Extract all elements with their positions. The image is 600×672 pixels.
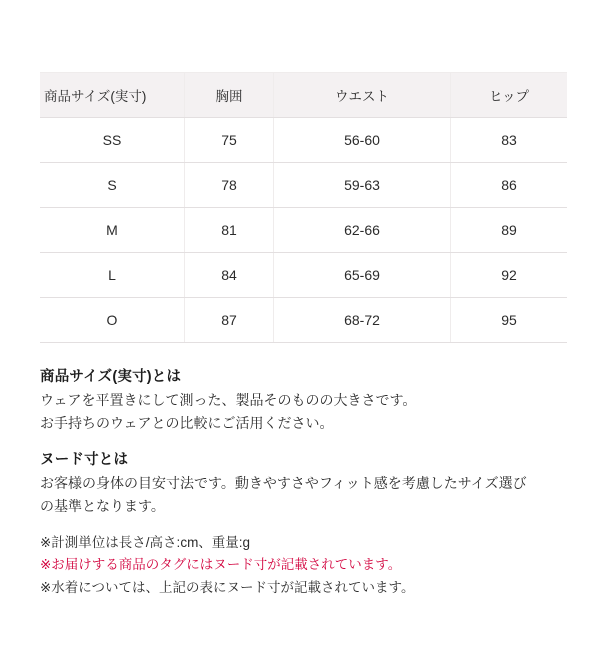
cell-waist: 62-66: [274, 208, 451, 253]
cell-bust: 78: [185, 163, 274, 208]
table-row: [40, 118, 567, 163]
cell-size: M: [40, 208, 185, 253]
disclaimer-tag-nude-size: ※お届けする商品のタグにはヌード寸が記載されています。: [40, 557, 402, 573]
note-heading-actual-size: 商品サイズ(実寸)とは: [40, 369, 182, 385]
cell-size: O: [40, 298, 185, 343]
cell-waist: 56-60: [274, 118, 451, 163]
cell-hip: 89: [451, 208, 568, 253]
note-block-disclaimers: [40, 532, 560, 600]
table-row: [40, 298, 567, 343]
column-header-bust: 胸囲: [185, 73, 274, 118]
size-table-body: [40, 118, 567, 343]
cell-size: SS: [40, 118, 185, 163]
cell-bust: 81: [185, 208, 274, 253]
table-row: [40, 253, 567, 298]
column-header-waist: ウエスト: [274, 73, 451, 118]
column-header-hip: ヒップ: [451, 73, 568, 118]
cell-waist: 68-72: [274, 298, 451, 343]
cell-size: S: [40, 163, 185, 208]
note-block-actual-size: [40, 365, 560, 434]
note-line-nude-size-2: の基準となります。: [40, 498, 165, 515]
cell-bust: 84: [185, 253, 274, 298]
size-table: [40, 72, 567, 343]
size-chart-page: [0, 72, 600, 672]
cell-waist: 59-63: [274, 163, 451, 208]
cell-hip: 92: [451, 253, 568, 298]
cell-waist: 65-69: [274, 253, 451, 298]
note-line-actual-size-1: ウェアを平置きにして測った、製品そのものの大きさです。: [40, 392, 417, 408]
column-header-size: 商品サイズ(実寸): [40, 73, 185, 118]
note-block-nude-size: [40, 448, 560, 517]
note-heading-nude-size: ヌード寸とは: [40, 452, 129, 469]
table-header-row: [40, 73, 567, 118]
note-line-nude-size-1: お客様の身体の目安寸法です。動きやすさやフィット感を考慮したサイズ選び: [40, 475, 527, 492]
note-line-actual-size-2: お手持ちのウェアとの比較にご活用ください。: [40, 414, 334, 431]
cell-hip: 95: [451, 298, 568, 343]
cell-bust: 87: [185, 298, 274, 343]
table-row: [40, 208, 567, 253]
cell-hip: 83: [451, 118, 568, 163]
size-table-head: [40, 73, 567, 118]
cell-hip: 86: [451, 163, 568, 208]
disclaimer-measurement-units: ※計測単位は長さ/高さ:cm、重量:g: [40, 534, 251, 550]
cell-bust: 75: [185, 118, 274, 163]
cell-size: L: [40, 253, 185, 298]
notes-section: [40, 365, 560, 600]
disclaimer-swimwear: ※水着については、上記の表にヌード寸が記載されています。: [40, 580, 415, 596]
table-row: [40, 163, 567, 208]
